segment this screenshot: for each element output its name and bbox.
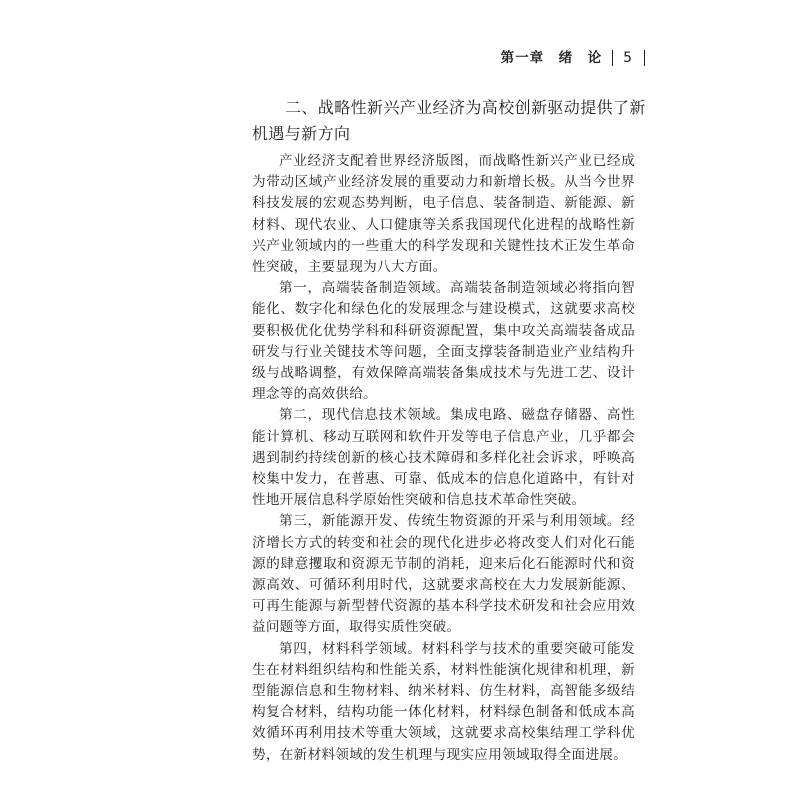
section-heading: 二、战略性新兴产业经济为高校创新驱动提供了新机遇与新方向 (252, 98, 646, 143)
running-header (470, 47, 645, 69)
paragraph-intro: 产业经济支配着世界经济版图，而战略性新兴产业已经成为带动区域产业经济发展的重要动力和新增长极。从当今世界科技发展的宏观态势判断，电子信息、装备制造、新能源、新材料、现代农业、人口健康等关系我国现代化进程的战略性新兴产业领域内的一些重大的科学发现和关键性技术正发生革命性突破，主要显现为八大方面。 (252, 153, 635, 276)
header-end-rule (644, 50, 645, 66)
paragraph-high-end-equipment: 第一，高端装备制造领域。高端装备制造领域必将指向智能化、数字化和绿色化的发展理念与建设模式，这就要求高校要积极优化优势学科和科研资源配置，集中攻关高端装备成品研发与行业关键技术等问题，全面支撑装备制造业产业结构升级与战略调整，有效保障高端装备集成技术与先进工艺、设计理念等的高效供给。 (252, 280, 635, 403)
paragraph-materials-science: 第四，材料科学领域。材料科学与技术的重要突破可能发生在材料组织结构和性能关系，材料性能演化规律和机理，新型能源信息和生物材料、纳米材料、仿生材料，高智能多级结构复合材料，结构功能一体化材料，材料绿色制备和低成本高效循环再利用技术等重大领域，这就要求高校集结理工学科优势，在新材料领域的发生机理与现实应用领域取得全面进展。 (252, 640, 635, 763)
header-divider (612, 50, 613, 66)
paragraph-new-energy: 第三，新能源开发、传统生物资源的开采与利用领域。经济增长方式的转变和社会的现代化进步必将改变人们对化石能源的肆意攫取和资源无节制的消耗，迎来后化石能源时代和资源高效、可循环利用时代，这就要求高校在大力发展新能源、可再生能源与新型替代资源的基本科学技术研发和社会应用效益问题等方面，取得实质性突破。 (252, 513, 635, 636)
page-number: 5 (623, 50, 632, 66)
paragraph-information-technology: 第二，现代信息技术领域。集成电路、磁盘存储器、高性能计算机、移动互联网和软件开发等电子信息产业，几乎都会遇到制约持续创新的核心技术障碍和多样化社会诉求，呼唤高校集中发力，在普惠、可靠、低成本的信息化道路中，有针对性地开展信息科学原始性突破和信息技术革命性突破。 (252, 407, 635, 509)
body-text (252, 151, 635, 766)
chapter-title: 第一章 绪 论 (500, 50, 603, 66)
